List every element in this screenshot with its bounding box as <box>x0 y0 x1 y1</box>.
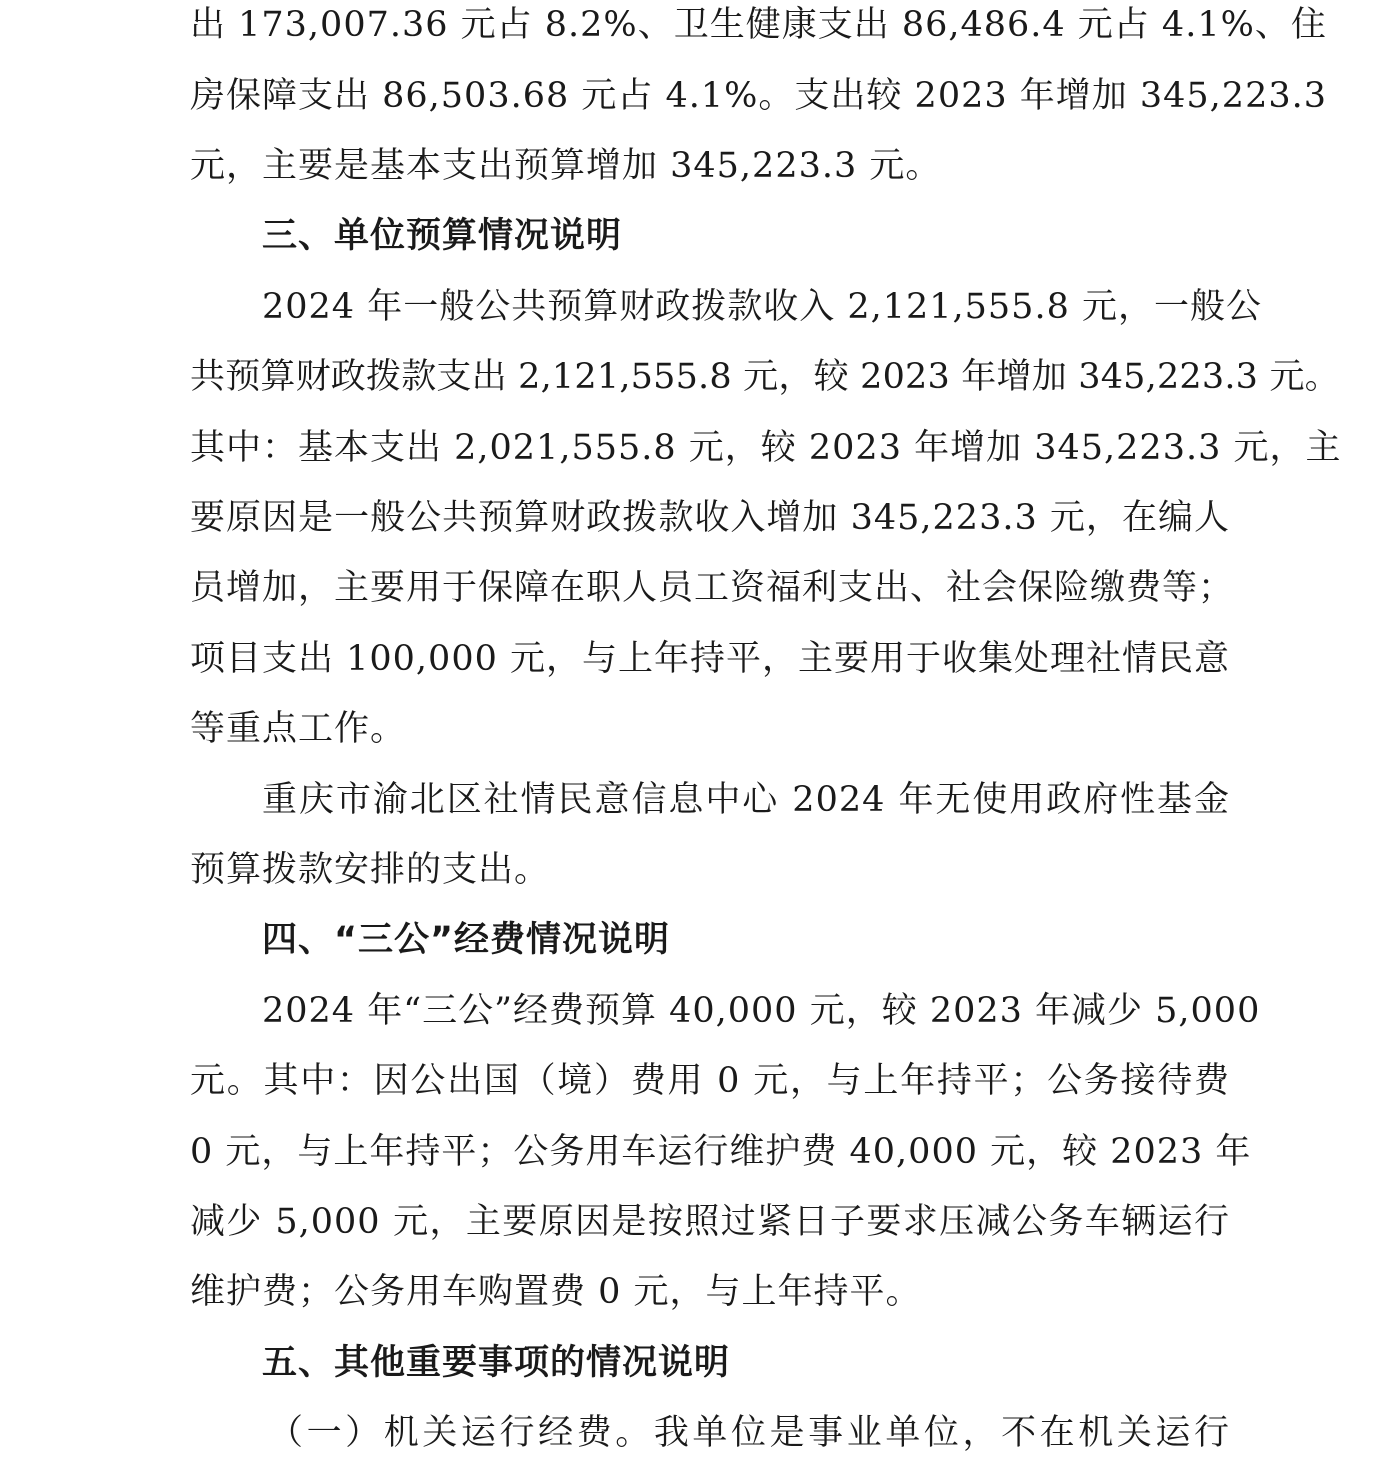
text-line: （一）机关运行经费。我单位是事业单位，不在机关运行 <box>268 1413 1230 1453</box>
section-heading-three-public: 四、“三公”经费情况说明 <box>262 920 671 960</box>
section-heading-budget: 三、单位预算情况说明 <box>262 216 623 256</box>
text-line: 要原因是一般公共预算财政拨款收入增加 345,223.3 元，在编人 <box>190 498 1230 538</box>
text-line: 等重点工作。 <box>190 709 407 749</box>
text-line: 共预算财政拨款支出 2,121,555.8 元，较 2023 年增加 345,223.3 元。 <box>190 357 1340 397</box>
text-line: 房保障支出 86,503.68 元占 4.1%。支出较 2023 年增加 345,223.3 <box>190 76 1327 116</box>
text-line: 员增加，主要用于保障在职人员工资福利支出、社会保险缴费等； <box>190 568 1235 608</box>
text-line: 元。其中：因公出国（境）费用 0 元，与上年持平；公务接待费 <box>190 1061 1230 1101</box>
text-line: 预算拨款安排的支出。 <box>190 850 551 890</box>
text-line: 其中：基本支出 2,021,555.8 元，较 2023 年增加 345,223.3 元，主 <box>190 428 1342 468</box>
text-line: 2024 年“三公”经费预算 40,000 元，较 2023 年减少 5,000 <box>262 991 1261 1031</box>
text-line: 2024 年一般公共预算财政拨款收入 2,121,555.8 元，一般公 <box>262 287 1262 327</box>
text-line: 出 173,007.36 元占 8.2%、卫生健康支出 86,486.4 元占 4.1%、住 <box>190 5 1327 45</box>
text-line: 减少 5,000 元，主要原因是按照过紧日子要求压减公务车辆运行 <box>190 1202 1230 1242</box>
text-line: 元，主要是基本支出预算增加 345,223.3 元。 <box>190 146 942 186</box>
text-line: 项目支出 100,000 元，与上年持平，主要用于收集处理社情民意 <box>190 639 1230 679</box>
text-line: 0 元，与上年持平；公务用车运行维护费 40,000 元，较 2023 年 <box>190 1132 1252 1172</box>
text-line: 维护费；公务用车购置费 0 元，与上年持平。 <box>190 1272 922 1312</box>
text-line: 重庆市渝北区社情民意信息中心 2024 年无使用政府性基金 <box>262 780 1230 820</box>
section-heading-other-matters: 五、其他重要事项的情况说明 <box>262 1343 731 1383</box>
